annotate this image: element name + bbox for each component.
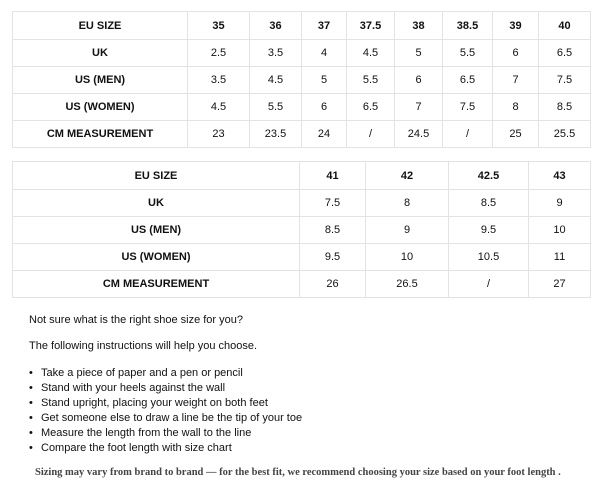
size-cell: 23.5	[250, 121, 302, 148]
header-label-cell: EU SIZE	[13, 162, 300, 190]
size-cell: 6	[302, 94, 347, 121]
step-text: Stand upright, placing your weight on both feet	[41, 397, 268, 409]
size-cell: 4.5	[188, 94, 250, 121]
size-cell: 9.5	[449, 217, 529, 244]
step-item	[29, 381, 302, 396]
intro-question: Not sure what is the right shoe size for you?	[29, 314, 243, 326]
size-cell: 9	[529, 190, 591, 217]
size-cell: 25.5	[539, 121, 591, 148]
row-label-cell: UK	[13, 40, 188, 67]
table-row	[13, 94, 591, 121]
size-cell: 6	[395, 67, 443, 94]
size-cell: 7.5	[443, 94, 493, 121]
step-item	[29, 411, 302, 426]
sizing-note: Sizing may vary from brand to brand — for the best fit, we recommend choosing your size based on your foot length .	[35, 466, 561, 478]
bullet-icon: •	[29, 397, 33, 409]
size-cell: 8.5	[539, 94, 591, 121]
size-cell: /	[443, 121, 493, 148]
bullet-icon: •	[29, 442, 33, 454]
row-label-cell: US (WOMEN)	[13, 94, 188, 121]
step-text: Get someone else to draw a line be the tip of your toe	[41, 412, 303, 424]
bullet-icon: •	[29, 382, 33, 394]
header-row	[13, 162, 591, 190]
row-label-cell: US (MEN)	[13, 67, 188, 94]
row-label-cell: US (WOMEN)	[13, 244, 300, 271]
size-cell: 4.5	[347, 40, 395, 67]
size-cell: 8	[366, 190, 449, 217]
size-cell: 11	[529, 244, 591, 271]
eu-size-header-cell: 37.5	[347, 12, 395, 40]
size-cell: 10	[529, 217, 591, 244]
size-cell: 26.5	[366, 271, 449, 298]
size-cell: 5	[302, 67, 347, 94]
bullet-icon: •	[29, 412, 33, 424]
size-cell: 4.5	[250, 67, 302, 94]
table-row	[13, 121, 591, 148]
size-cell: 3.5	[188, 67, 250, 94]
row-label-cell: CM MEASUREMENT	[13, 271, 300, 298]
size-cell: 5	[395, 40, 443, 67]
size-cell: 24.5	[395, 121, 443, 148]
step-text: Compare the foot length with size chart	[41, 442, 232, 454]
size-cell: 2.5	[188, 40, 250, 67]
step-item	[29, 366, 302, 381]
row-label-cell: UK	[13, 190, 300, 217]
table-row	[13, 190, 591, 217]
table-row	[13, 67, 591, 94]
size-cell: 23	[188, 121, 250, 148]
size-cell: 6	[493, 40, 539, 67]
table-row	[13, 271, 591, 298]
bullet-icon: •	[29, 427, 33, 439]
size-cell: 7.5	[300, 190, 366, 217]
size-cell: 25	[493, 121, 539, 148]
size-cell: 8.5	[300, 217, 366, 244]
size-chart-table-1	[12, 11, 591, 148]
eu-size-header-cell: 40	[539, 12, 591, 40]
size-cell: 6.5	[539, 40, 591, 67]
eu-size-header-cell: 42	[366, 162, 449, 190]
eu-size-header-cell: 41	[300, 162, 366, 190]
measurement-steps-list	[29, 366, 302, 456]
eu-size-header-cell: 38.5	[443, 12, 493, 40]
step-text: Measure the length from the wall to the line	[41, 427, 252, 439]
size-cell: 8.5	[449, 190, 529, 217]
size-cell: 4	[302, 40, 347, 67]
eu-size-header-cell: 42.5	[449, 162, 529, 190]
size-cell: 7	[493, 67, 539, 94]
step-text: Stand with your heels against the wall	[41, 382, 226, 394]
size-cell: 7	[395, 94, 443, 121]
size-cell: 7.5	[539, 67, 591, 94]
size-cell: /	[449, 271, 529, 298]
eu-size-header-cell: 36	[250, 12, 302, 40]
size-cell: /	[347, 121, 395, 148]
size-cell: 24	[302, 121, 347, 148]
eu-size-header-cell: 39	[493, 12, 539, 40]
size-cell: 10.5	[449, 244, 529, 271]
step-item	[29, 396, 302, 411]
size-cell: 27	[529, 271, 591, 298]
table-row	[13, 217, 591, 244]
size-cell: 8	[493, 94, 539, 121]
step-text: Take a piece of paper and a pen or pencil	[41, 367, 243, 379]
eu-size-header-cell: 35	[188, 12, 250, 40]
size-cell: 5.5	[347, 67, 395, 94]
table-row	[13, 40, 591, 67]
size-chart-table-2	[12, 161, 591, 298]
size-cell: 9	[366, 217, 449, 244]
size-cell: 5.5	[250, 94, 302, 121]
intro-guidance: The following instructions will help you choose.	[29, 340, 258, 352]
header-row	[13, 12, 591, 40]
size-cell: 9.5	[300, 244, 366, 271]
size-cell: 6.5	[347, 94, 395, 121]
size-cell: 5.5	[443, 40, 493, 67]
size-cell: 10	[366, 244, 449, 271]
size-cell: 6.5	[443, 67, 493, 94]
eu-size-header-cell: 38	[395, 12, 443, 40]
eu-size-header-cell: 43	[529, 162, 591, 190]
header-label-cell: EU SIZE	[13, 12, 188, 40]
step-item	[29, 441, 302, 456]
step-item	[29, 426, 302, 441]
eu-size-header-cell: 37	[302, 12, 347, 40]
size-cell: 3.5	[250, 40, 302, 67]
bullet-icon: •	[29, 367, 33, 379]
size-cell: 26	[300, 271, 366, 298]
row-label-cell: US (MEN)	[13, 217, 300, 244]
table-row	[13, 244, 591, 271]
row-label-cell: CM MEASUREMENT	[13, 121, 188, 148]
